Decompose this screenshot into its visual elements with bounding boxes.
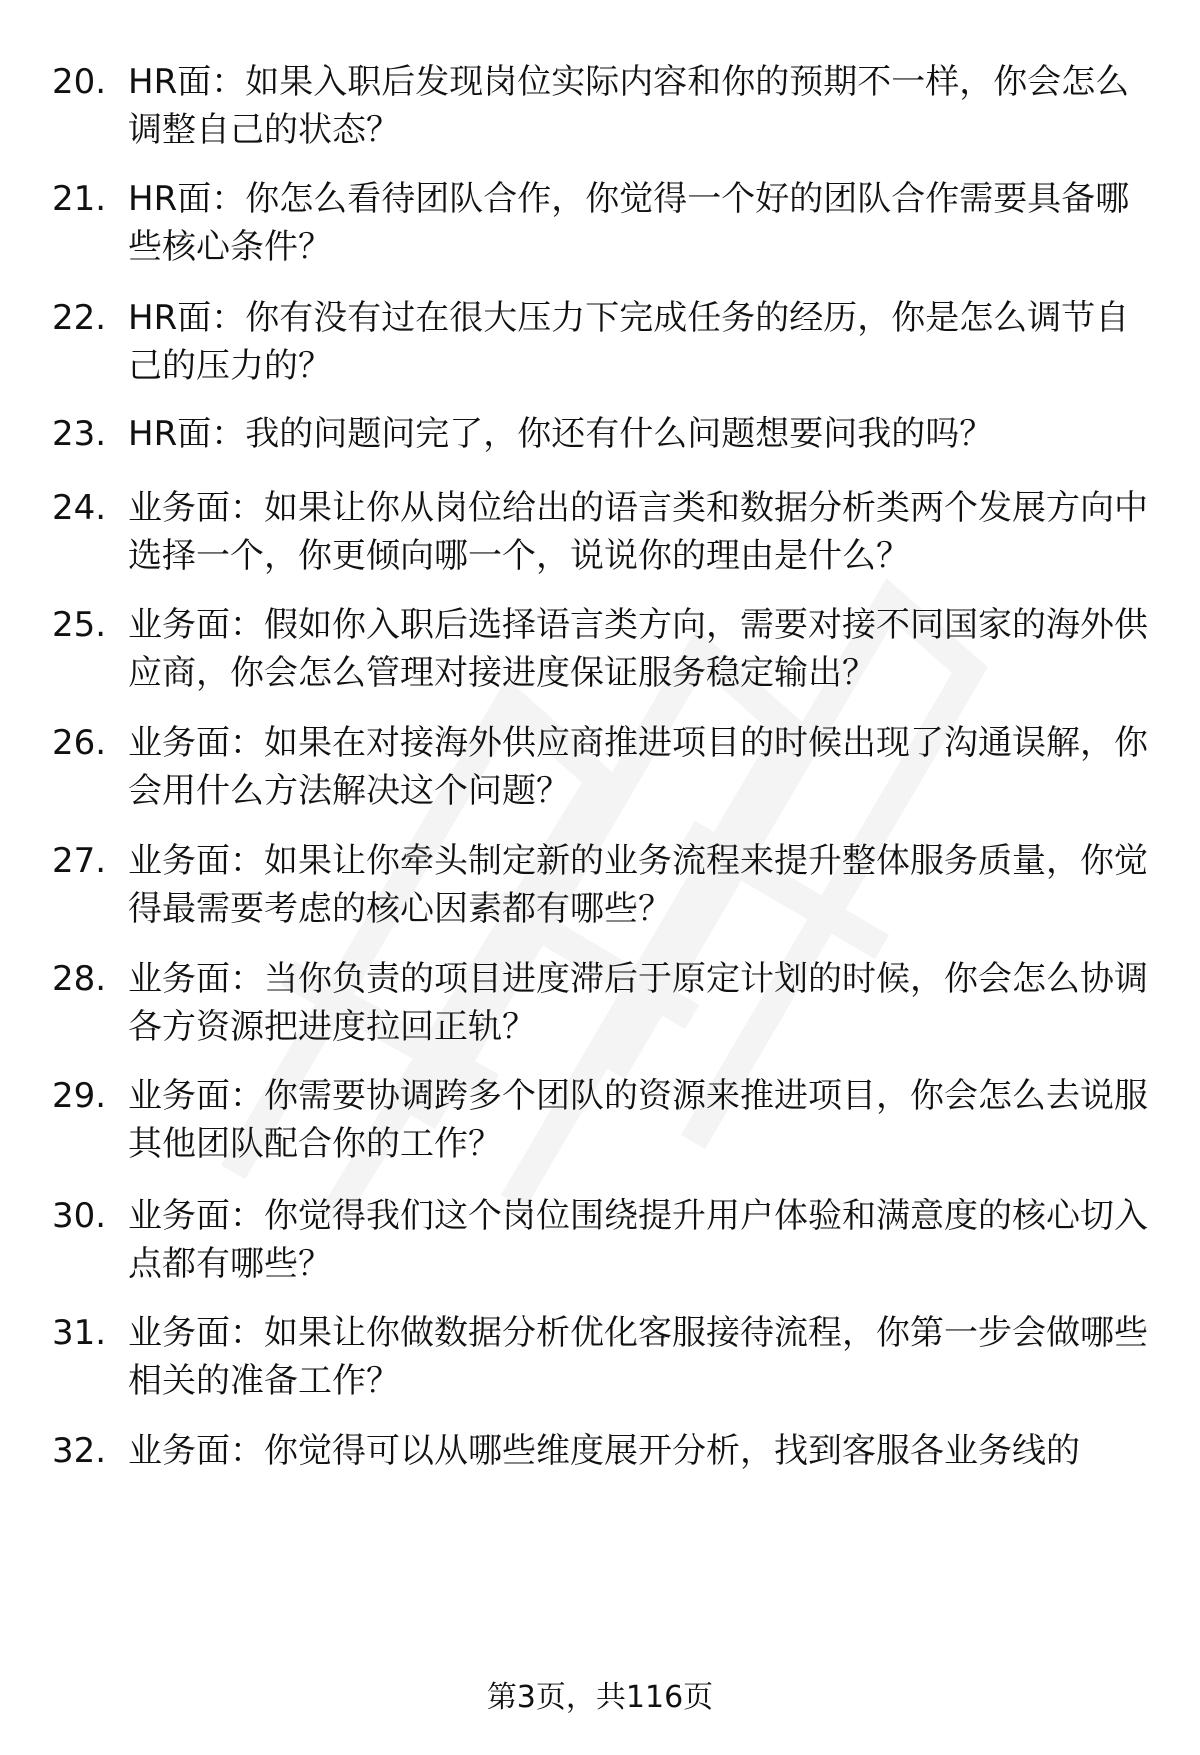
question-number: 20. (52, 62, 107, 102)
question-text: 业务面：当你负责的项目进度滞后于原定计划的时候，你会怎么协调各方资源把进度拉回正轨？ (128, 959, 1148, 1047)
question-number: 22. (52, 298, 107, 338)
question-number: 24. (52, 488, 107, 528)
question-number: 28. (52, 959, 107, 999)
question-text: 业务面：如果在对接海外供应商推进项目的时候出现了沟通误解，你会用什么方法解决这个问题？ (128, 723, 1148, 811)
question-text: 业务面：你需要协调跨多个团队的资源来推进项目，你会怎么去说服其他团队配合你的工作？ (128, 1076, 1148, 1164)
question-number: 21. (52, 179, 107, 219)
question-number: 27. (52, 841, 107, 881)
question-text: 业务面：假如你入职后选择语言类方向，需要对接不同国家的海外供应商，你会怎么管理对接进度保证服务稳定输出？ (128, 605, 1148, 693)
question-text: 业务面：如果让你从岗位给出的语言类和数据分析类两个发展方向中选择一个，你更倾向哪一个，说说你的理由是什么？ (128, 488, 1148, 576)
question-text: 业务面：你觉得可以从哪些维度展开分析，找到客服各业务线的 (128, 1431, 1080, 1471)
question-text: HR面：你怎么看待团队合作，你觉得一个好的团队合作需要具备哪些核心条件？ (128, 179, 1130, 267)
question-text: 业务面：你觉得我们这个岗位围绕提升用户体验和满意度的核心切入点都有哪些？ (128, 1196, 1148, 1284)
question-number: 23. (52, 414, 107, 454)
question-number: 30. (52, 1196, 107, 1236)
question-number: 29. (52, 1076, 107, 1116)
question-number: 25. (52, 605, 107, 645)
question-text: HR面：如果入职后发现岗位实际内容和你的预期不一样，你会怎么调整自己的状态？ (128, 62, 1130, 150)
page-indicator: 第3页，共116页 (486, 1680, 714, 1715)
question-text: HR面：你有没有过在很大压力下完成任务的经历，你是怎么调节自己的压力的？ (128, 298, 1130, 386)
question-number: 26. (52, 723, 107, 763)
question-number: 31. (52, 1313, 107, 1353)
question-text: 业务面：如果让你做数据分析优化客服接待流程，你第一步会做哪些相关的准备工作？ (128, 1313, 1148, 1401)
question-number: 32. (52, 1431, 107, 1471)
question-text: 业务面：如果让你牵头制定新的业务流程来提升整体服务质量，你觉得最需要考虑的核心因素都有哪些？ (128, 841, 1148, 929)
question-text: HR面：我的问题问完了，你还有什么问题想要问我的吗？ (128, 414, 994, 454)
